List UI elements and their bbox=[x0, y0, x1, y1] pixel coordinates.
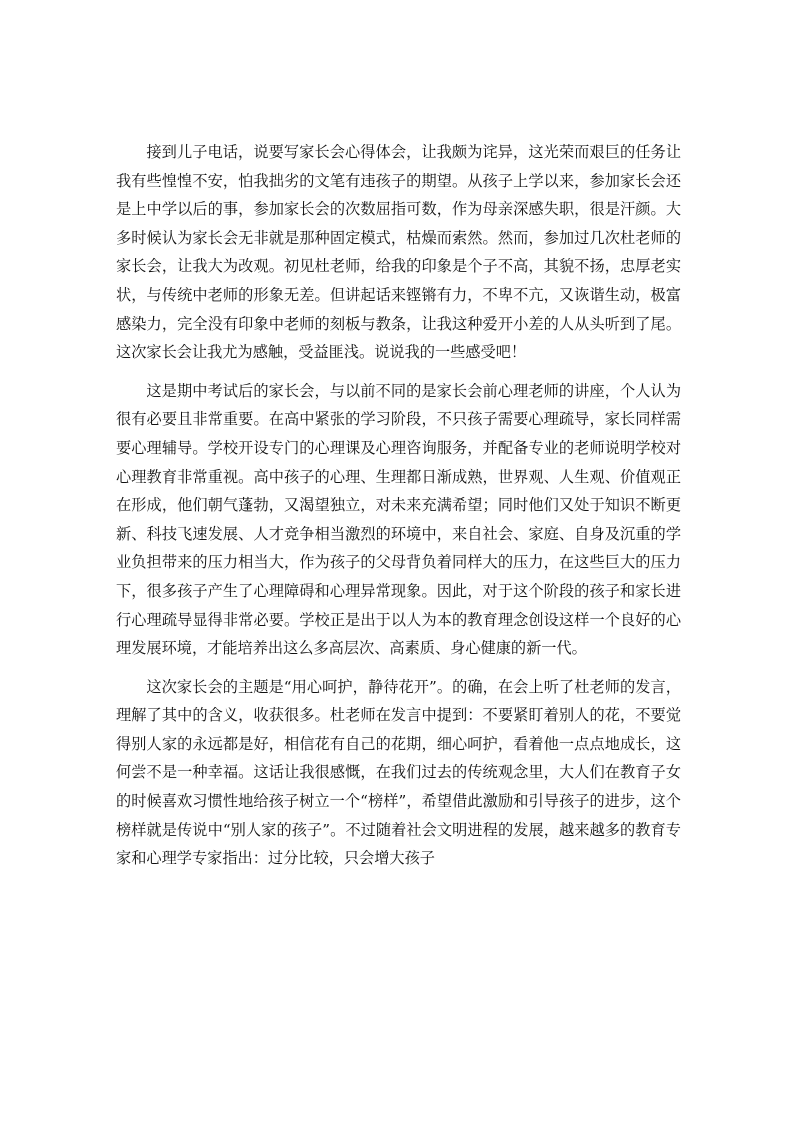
paragraph-2: 这是期中考试后的家长会，与以前不同的是家长会前心理老师的讲座，个人认为很有必要且非常重要。在高中紧张的学习阶段，不只孩子需要心理疏导，家长同样需要心理辅导。学校开设专门的心理课及心理咨询服务，并配备专业的老师说明学校对心理教育非常重视。高中孩子的心理、生理都日渐成熟，世界观、人生观、价值观正在形成，他们朝气蓬勃，又渴望独立，对未来充满希望；同时他们又处于知识不断更新、科技飞速发展、人才竞争相当激烈的环境中，来自社会、家庭、自身及沉重的学业负担带来的压力相当大，作为孩子的父母背负着同样大的压力，在这些巨大的压力下，很多孩子产生了心理障碍和心理异常现象。因此，对于这个阶段的孩子和家长进行心理疏导显得非常必要。学校正是出于以人为本的教育理念创设这样一个良好的心理发展环境，才能培养出这么多高层次、高素质、身心健康的新一代。 bbox=[116, 381, 681, 658]
paragraph-3: 这次家长会的主题是“用心呵护，静待花开”。的确，在会上听了杜老师的发言，理解了其中的含义，收获很多。杜老师在发言中提到：不要紧盯着别人的花，不要觉得别人家的永远都是好，相信花有自己的花期，细心呵护，看着他一点点地成长，这何尝不是一种幸福。这话让我很感慨，在我们过去的传统观念里，大人们在教育子女的时候喜欢习惯性地给孩子树立一个“榜样”，希望借此激励和引导孩子的进步，这个榜样就是传说中“别人家的孩子”。不过随着社会文明进程的发展，越来越多的教育专家和心理学专家指出：过分比较，只会增大孩子 bbox=[116, 677, 681, 868]
document-body bbox=[116, 138, 681, 883]
paragraph-1: 接到儿子电话，说要写家长会心得体会，让我颇为诧异，这光荣而艰巨的任务让我有些惶惶不安，怕我拙劣的文笔有违孩子的期望。从孩子上学以来，参加家长会还是上中学以后的事，参加家长会的次数屈指可数，作为母亲深感失职，很是汗颜。大多时候认为家长会无非就是那种固定模式，枯燥而索然。然而，参加过几次杜老师的家长会，让我大为改观。初见杜老师，给我的印象是个子不高，其貌不扬，忠厚老实状，与传统中老师的形象无差。但讲起话来铿锵有力，不卑不亢，又诙谐生动，极富感染力，完全没有印象中老师的刻板与教条，让我这种爱开小差的人从头听到了尾。这次家长会让我尤为感触，受益匪浅。说说我的一些感受吧！ bbox=[116, 143, 681, 362]
